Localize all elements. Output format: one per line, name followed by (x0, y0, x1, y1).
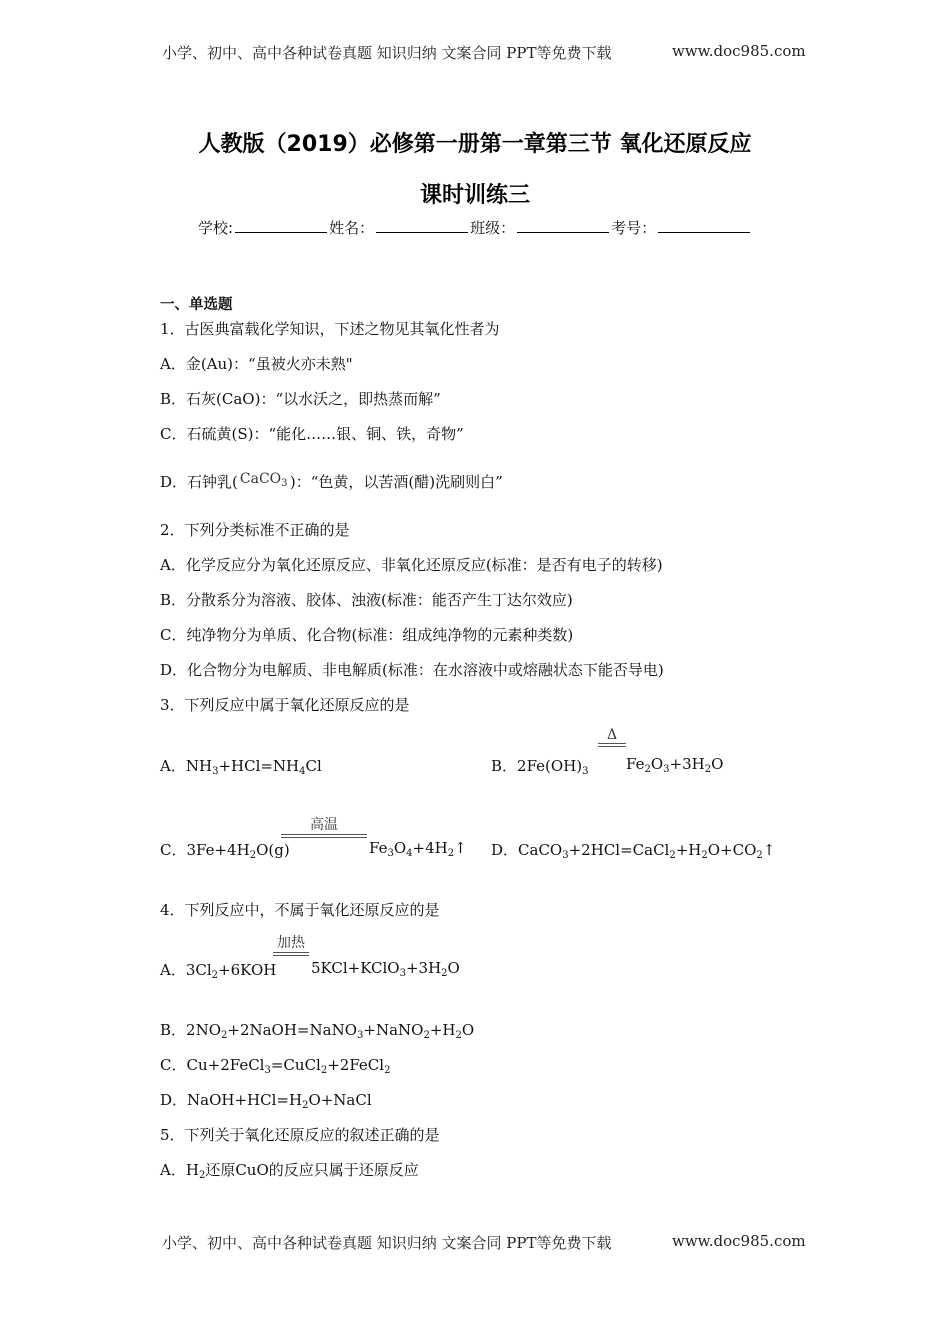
heating-label: 加热 (277, 935, 305, 951)
option-label: B． (491, 757, 518, 775)
option-label: A． (160, 961, 186, 979)
option-label: D． (491, 841, 519, 859)
eq-text: CaCO (518, 841, 563, 859)
eq-sub: 2 (249, 850, 257, 861)
q4-option-b (160, 1019, 474, 1040)
eq-text: Cl (305, 757, 322, 775)
number-blank[interactable] (658, 218, 750, 233)
eq-text: +4H (412, 839, 448, 857)
q5-option-a (160, 1159, 419, 1180)
q3-b-condition (598, 727, 626, 747)
q3-b-products (626, 755, 723, 773)
eq-sub: 2 (455, 1030, 462, 1041)
q3-option-c (160, 839, 290, 860)
eq-sub: 2 (423, 1030, 430, 1041)
caco3-sub: 3 (281, 478, 288, 489)
option-label: A． (160, 757, 186, 775)
eq-text: +3H (405, 959, 442, 977)
eq-text: O (711, 755, 724, 773)
eq-text: 5KCl+KClO (311, 959, 400, 977)
eq-text: O (447, 959, 460, 977)
eq-text: Cu+2FeCl (186, 1056, 265, 1074)
eq-text: +NaNO (363, 1021, 424, 1039)
eq-sub: 3 (562, 850, 569, 861)
eq-sub: 4 (406, 848, 413, 859)
number-label: 考号： (611, 219, 657, 237)
page-subtitle: 课时训练三 (419, 183, 530, 208)
q3-c-products (369, 839, 467, 857)
eq-text: Fe (626, 755, 645, 773)
eq-text: +2FeCl (327, 1056, 385, 1074)
q4-a-products (311, 959, 460, 977)
q1-option-c: C．石硫黄(S)：“能化……银、铜、铁，奇物” (160, 425, 464, 443)
name-blank[interactable] (376, 218, 468, 233)
eq-text: 3Fe+4H (186, 841, 250, 859)
class-label: 班级： (470, 219, 516, 237)
eq-sub: 2 (447, 848, 455, 859)
equals-arrow (273, 952, 309, 956)
eq-text: Fe (369, 839, 388, 857)
section-heading: 一、单选题 (160, 297, 233, 313)
school-blank[interactable] (235, 218, 327, 233)
q4-stem: 4．下列反应中，不属于氧化还原反应的是 (160, 901, 440, 919)
eq-sub: 3 (582, 766, 589, 777)
eq-text: 2NO (186, 1021, 221, 1039)
q1-stem: 1．古医典富载化学知识，下述之物见其氧化性者为 (160, 320, 500, 338)
q3-option-a (160, 755, 322, 776)
option-label: A． (160, 1161, 186, 1179)
eq-sub: 2 (441, 968, 448, 979)
option-label: B． (160, 1021, 187, 1039)
eq-sub: 2 (384, 1065, 391, 1076)
q4-a-condition (273, 932, 309, 956)
q2-option-b: B．分散系分为溶液、胶体、浊液(标准：能否产生丁达尔效应) (160, 591, 573, 609)
equals-arrow (281, 834, 367, 838)
page-title: 人教版（2019）必修第一册第一章第三节 氧化还原反应 (198, 132, 752, 157)
eq-sub: 3 (663, 764, 670, 775)
q2-option-d: D．化合物分为电解质、非电解质(标准：在水溶液中或熔融状态下能否导电) (160, 661, 664, 679)
option-label: C． (160, 1056, 187, 1074)
q1-d-prefix: D．石钟乳( (160, 473, 238, 491)
eq-text: O+CO (707, 841, 757, 859)
footer-text: 小学、初中、高中各种试卷真题 知识归纳 文案合同 PPT等免费下载 (162, 1234, 612, 1252)
eq-sub: 3 (212, 766, 219, 777)
eq-text: +6KOH (218, 961, 277, 979)
eq-sub: 2 (669, 850, 676, 861)
page-footer (162, 1232, 612, 1253)
eq-text: +H (429, 1021, 456, 1039)
eq-text: +3H (669, 755, 705, 773)
eq-text: +2HCl=CaCl (568, 841, 670, 859)
eq-text: O(g) (256, 841, 290, 859)
q3-stem: 3．下列反应中属于氧化还原反应的是 (160, 696, 410, 714)
eq-sub: 2 (221, 1030, 228, 1041)
eq-sub: 2 (756, 850, 763, 861)
eq-text: H (185, 1161, 199, 1179)
eq-text: ↑ (454, 839, 467, 857)
eq-sub: 4 (299, 766, 306, 777)
eq-text: +2NaOH=NaNO (227, 1021, 357, 1039)
q4-option-d (160, 1089, 372, 1110)
header-url[interactable]: www.doc985.com (672, 42, 806, 60)
page-header (162, 42, 612, 63)
q3-c-condition (281, 814, 367, 838)
eq-text: =CuCl (270, 1056, 321, 1074)
q1-option-d (160, 471, 503, 492)
eq-sub: 2 (302, 1100, 309, 1111)
q5-stem: 5．下列关于氧化还原反应的叙述正确的是 (160, 1126, 440, 1144)
option-label: C． (160, 841, 187, 859)
eq-sub: 3 (264, 1065, 271, 1076)
q1-option-a: A．金(Au)：“虽被火亦未熟" (160, 355, 353, 373)
header-text: 小学、初中、高中各种试卷真题 知识归纳 文案合同 PPT等免费下载 (162, 44, 612, 62)
equals-arrow (598, 743, 626, 747)
eq-text: O (650, 755, 664, 773)
eq-text: 2Fe(OH) (517, 757, 583, 775)
q4-option-a (160, 959, 276, 980)
eq-text: O (461, 1021, 475, 1039)
eq-sub: 2 (211, 970, 219, 981)
q1-d-suffix: )：“色黄，以苦酒(醋)洗刷则白” (289, 473, 503, 491)
eq-text: +HCl=NH (218, 757, 300, 775)
q2-stem: 2．下列分类标准不正确的是 (160, 521, 350, 539)
student-info-line (198, 217, 752, 238)
q4-option-c (160, 1054, 390, 1075)
eq-text: ↑ (762, 841, 776, 859)
q1-option-b: B．石灰(CaO)：“以水沃之，即热蒸而解” (160, 390, 441, 408)
eq-text: +H (675, 841, 702, 859)
eq-sub: 2 (701, 850, 708, 861)
eq-sub: 2 (704, 764, 712, 775)
class-blank[interactable] (517, 218, 609, 233)
caco3-text: CaCO (239, 471, 282, 487)
name-label: 姓名： (329, 219, 375, 237)
school-label: 学校: (198, 219, 234, 237)
eq-text: O+NaCl (308, 1091, 372, 1109)
q3-option-b (491, 755, 589, 776)
eq-sub: 2 (198, 1170, 206, 1181)
q2-option-a: A．化学反应分为氧化还原反应、非氧化还原反应(标准：是否有电子的转移) (160, 556, 663, 574)
footer-url[interactable]: www.doc985.com (672, 1232, 806, 1250)
eq-text: 3Cl (185, 961, 212, 979)
eq-text: 还原CuO的反应只属于还原反应 (205, 1161, 419, 1179)
eq-sub: 3 (399, 968, 406, 979)
eq-sub: 2 (320, 1065, 328, 1076)
eq-sub: 2 (644, 764, 651, 775)
high-temp-label: 高温 (310, 817, 338, 833)
eq-sub: 3 (357, 1030, 364, 1041)
eq-text: NH (185, 757, 213, 775)
q3-option-d (491, 839, 775, 860)
eq-text: NaOH+HCl=H (187, 1091, 303, 1109)
option-label: D． (160, 1091, 188, 1109)
eq-sub: 3 (387, 848, 394, 859)
eq-text: O (393, 839, 407, 857)
heat-symbol: Δ (606, 727, 618, 743)
q2-option-c: C．纯净物分为单质、化合物(标准：组成纯净物的元素种类数) (160, 626, 574, 644)
